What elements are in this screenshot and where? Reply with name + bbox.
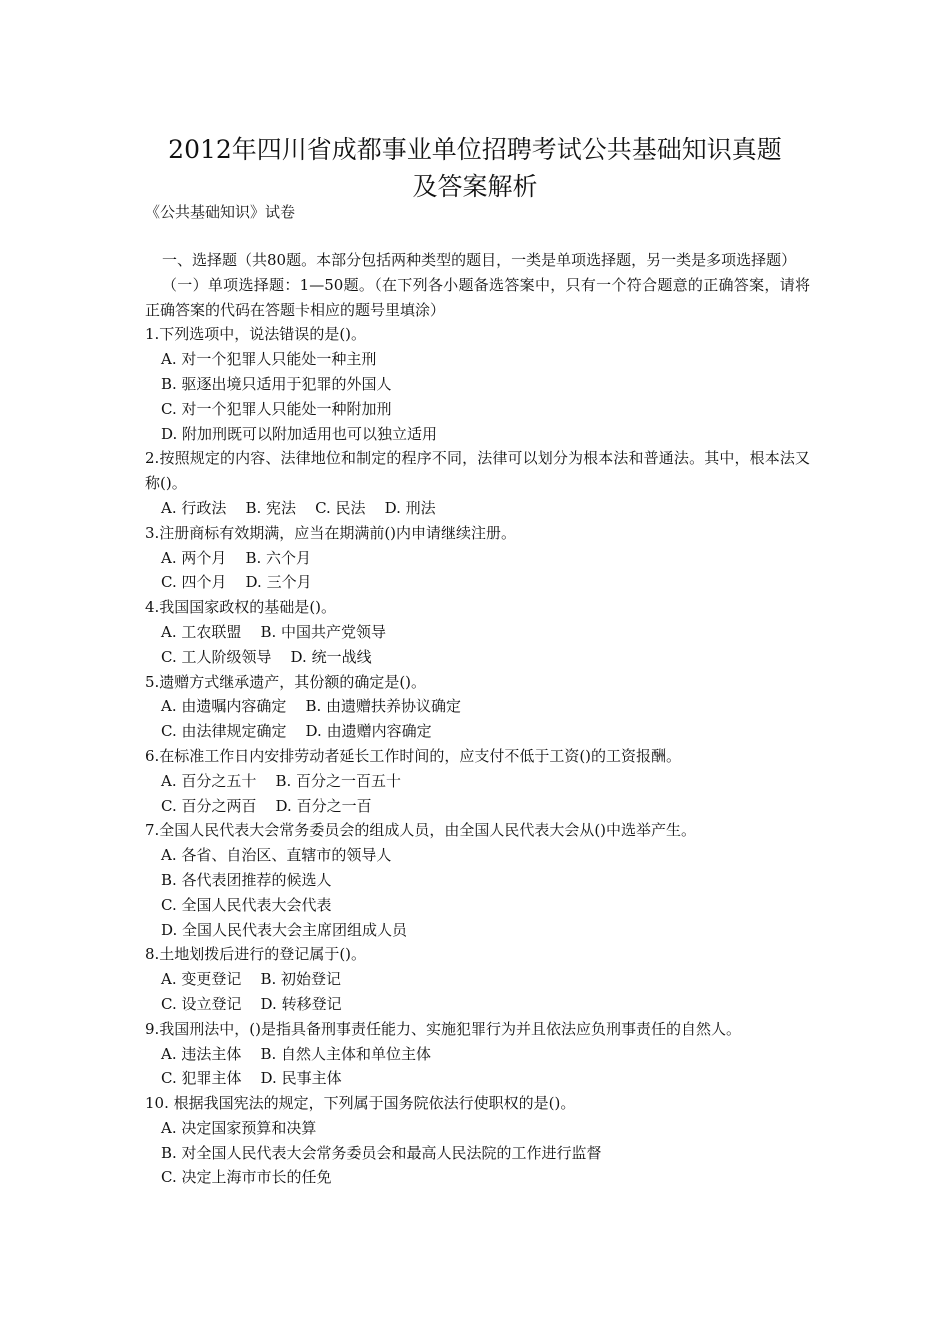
question-text: 2.按照规定的内容、法律地位和制定的程序不同，法律可以划分为根本法和普通法。其中，根本法又称()。 <box>145 449 810 493</box>
question-item <box>145 1017 810 1091</box>
answer-option: D. 附加刑既可以附加适用也可以独立适用 <box>161 424 438 443</box>
answer-option: B. 对全国人民代表大会常务委员会和最高人民法院的工作进行监督 <box>161 1143 602 1162</box>
answer-option: A. 百分之五十 B. 百分之一百五十 <box>161 771 402 790</box>
answer-option: A. 两个月 B. 六个月 <box>161 548 312 567</box>
answer-option: A. 各省、自治区、直辖市的领导人 <box>161 846 392 865</box>
answer-option: C. 设立登记 D. 转移登记 <box>161 994 342 1013</box>
question-item <box>145 670 810 744</box>
question-item <box>145 446 810 520</box>
question-item <box>145 942 810 1016</box>
answer-option: B. 驱逐出境只适用于犯罪的外国人 <box>161 374 392 393</box>
question-item <box>145 521 810 595</box>
answer-option: C. 对一个犯罪人只能处一种附加刑 <box>161 399 392 418</box>
question-item <box>145 595 810 669</box>
answer-option: A. 对一个犯罪人只能处一种主刑 <box>161 350 377 369</box>
question-text: 9.我国刑法中，()是指具备刑事责任能力、实施犯罪行为并且依法应负刑事责任的自然人。 <box>145 1019 742 1038</box>
answer-option: C. 犯罪主体 D. 民事主体 <box>161 1069 342 1088</box>
document-body <box>145 248 810 1190</box>
answer-option: C. 由法律规定确定 D. 由遗赠内容确定 <box>161 722 432 741</box>
answer-option: B. 各代表团推荐的候选人 <box>161 870 332 889</box>
answer-option: A. 行政法 B. 宪法 C. 民法 D. 刑法 <box>161 498 436 517</box>
answer-option: D. 全国人民代表大会主席团组成人员 <box>161 920 408 939</box>
question-text: 1.下列选项中，说法错误的是()。 <box>145 325 367 344</box>
question-text: 4.我国国家政权的基础是()。 <box>145 598 337 617</box>
document-title-line-1: 2012年四川省成都事业单位招聘考试公共基础知识真题 <box>168 135 782 164</box>
question-text: 6.在标准工作日内安排劳动者延长工作时间的，应支付不低于工资()的工资报酬。 <box>145 746 682 765</box>
section-heading: 一、选择题（共80题。本部分包括两种类型的题目，一类是单项选择题，另一类是多项选择题） <box>162 251 797 269</box>
section-instructions: （一）单项选择题：1—50题。（在下列各小题备选答案中，只有一个符合题意的正确答案，请将正确答案的代码在答题卡相应的题号里填涂） <box>145 275 810 319</box>
question-item <box>145 322 810 446</box>
answer-option: C. 四个月 D. 三个月 <box>161 573 312 592</box>
question-text: 8.土地划拨后进行的登记属于()。 <box>145 945 367 964</box>
question-item <box>145 1091 810 1190</box>
question-list <box>145 322 810 1190</box>
question-text: 7.全国人民代表大会常务委员会的组成人员，由全国人民代表大会从()中选举产生。 <box>145 821 697 840</box>
question-text: 10. 根据我国宪法的规定，下列属于国务院依法行使职权的是()。 <box>145 1094 576 1113</box>
answer-option: C. 决定上海市市长的任免 <box>161 1168 332 1187</box>
answer-option: C. 工人阶级领导 D. 统一战线 <box>161 647 372 666</box>
answer-option: A. 决定国家预算和决算 <box>161 1118 317 1137</box>
question-item <box>145 818 810 942</box>
answer-option: A. 违法主体 B. 自然人主体和单位主体 <box>161 1044 432 1063</box>
question-text: 5.遗赠方式继承遗产，其份额的确定是()。 <box>145 672 427 691</box>
document-title-line-2: 及答案解析 <box>412 172 538 201</box>
answer-option: C. 全国人民代表大会代表 <box>161 895 332 914</box>
answer-option: A. 工农联盟 B. 中国共产党领导 <box>161 622 387 641</box>
answer-option: A. 变更登记 B. 初始登记 <box>161 970 342 989</box>
question-item <box>145 744 810 818</box>
answer-option: C. 百分之两百 D. 百分之一百 <box>161 796 372 815</box>
answer-option: A. 由遗嘱内容确定 B. 由遗赠扶养协议确定 <box>161 697 462 716</box>
exam-subtitle: 《公共基础知识》试卷 <box>145 203 296 221</box>
question-text: 3.注册商标有效期满，应当在期满前()内申请继续注册。 <box>145 523 517 542</box>
